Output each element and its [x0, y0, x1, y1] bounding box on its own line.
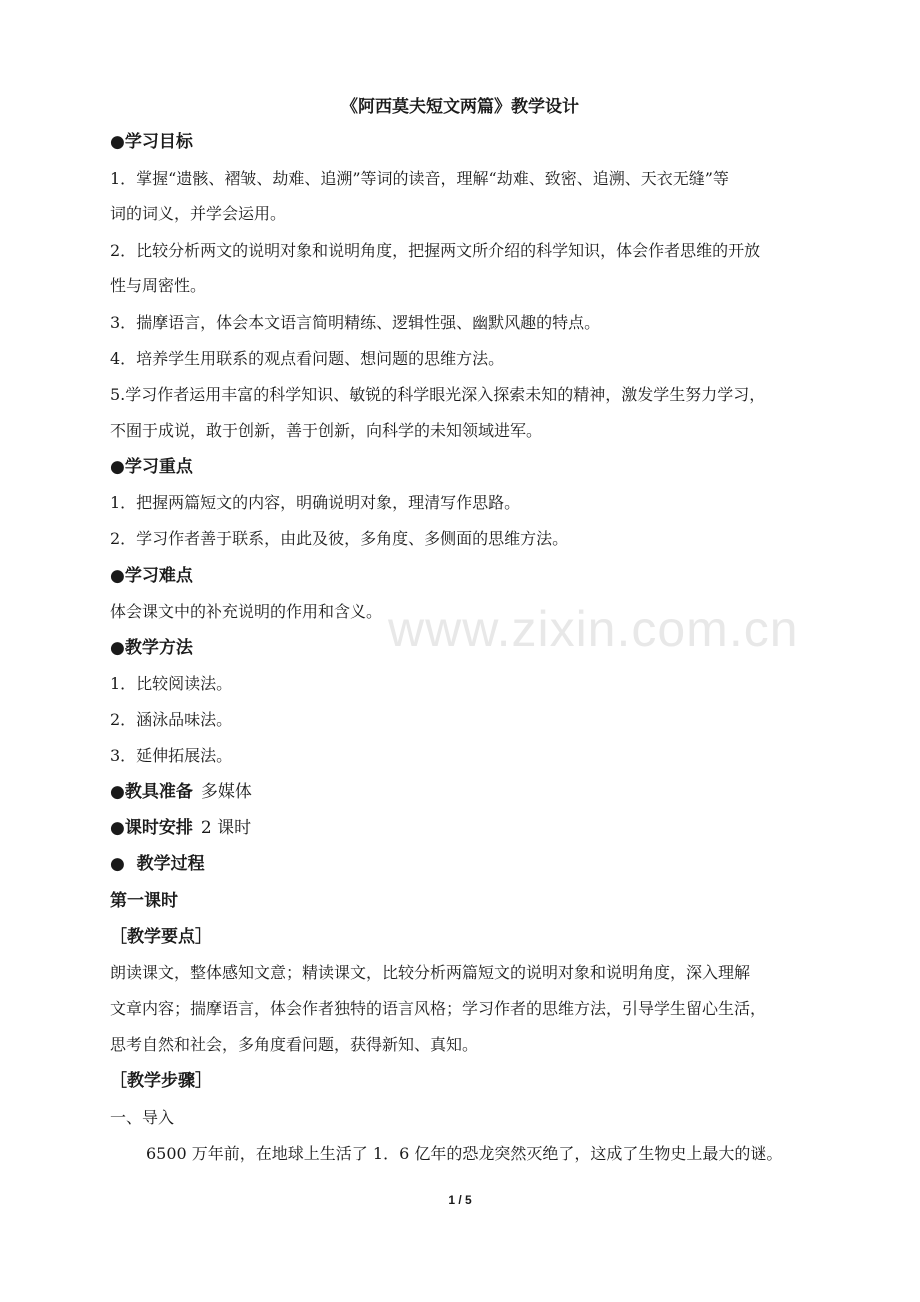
- teaching-points-line: 朗读课文，整体感知文意；精读课文，比较分析两篇短文的说明对象和说明角度，深入理解: [110, 963, 751, 982]
- page-number: 1 / 5: [448, 1193, 472, 1207]
- tools-value: 多媒体: [200, 782, 252, 802]
- objective-line: 词的词义，并学会运用。: [110, 204, 287, 223]
- section-heading-process: ● 教学过程: [110, 854, 205, 874]
- teaching-points-line: 思考自然和社会，多角度看问题，获得新知、真知。: [110, 1035, 479, 1054]
- schedule-value: 2 课时: [200, 818, 252, 838]
- intro-heading: 一、导入: [110, 1108, 175, 1127]
- intro-paragraph: 6500 万年前，在地球上生活了 1．6 亿年的恐龙突然灭绝了，这成了生物史上最大的谜。: [146, 1144, 783, 1163]
- keypoint-line: 1．把握两篇短文的内容，明确说明对象，理清写作思路。: [110, 493, 521, 512]
- teaching-steps-heading: ［教学步骤］: [110, 1071, 212, 1091]
- document-title: 《阿西莫夫短文两篇》教学设计: [341, 97, 579, 117]
- section-heading-difficulty: ●学习难点: [110, 566, 193, 586]
- objective-line: 1．掌握“遗骸、褶皱、劫难、追溯”等词的读音，理解“劫难、致密、追溯、天衣无缝”等: [110, 169, 729, 188]
- objective-line: 5.学习作者运用丰富的科学知识、敏锐的科学眼光深入探索未知的精神，激发学生努力学习，: [110, 385, 766, 404]
- objective-line: 性与周密性。: [110, 276, 207, 295]
- schedule-heading-label: ●课时安排: [110, 818, 193, 838]
- watermark: www.zixin.com.cn: [388, 601, 799, 657]
- keypoint-line: 2．学习作者善于联系，由此及彼，多角度、多侧面的思维方法。: [110, 529, 569, 548]
- method-line: 1．比较阅读法。: [110, 674, 233, 693]
- objective-line: 2．比较分析两文的说明对象和说明角度，把握两文所介绍的科学知识，体会作者思维的开放: [110, 241, 761, 260]
- section-heading-keypoints: ●学习重点: [110, 457, 193, 477]
- section-heading-methods: ●教学方法: [110, 638, 193, 658]
- method-line: 2．涵泳品味法。: [110, 710, 233, 729]
- teaching-points-heading: ［教学要点］: [110, 927, 212, 947]
- method-line: 3．延伸拓展法。: [110, 746, 233, 765]
- lesson-heading: 第一课时: [110, 891, 178, 911]
- teaching-points-line: 文章内容；揣摩语言，体会作者独特的语言风格；学习作者的思维方法，引导学生留心生活，: [110, 999, 767, 1018]
- section-heading-schedule: [110, 810, 860, 846]
- objective-line: 不囿于成说，敢于创新，善于创新，向科学的未知领域进军。: [110, 421, 543, 440]
- objective-line: 3．揣摩语言，体会本文语言简明精练、逻辑性强、幽默风趣的特点。: [110, 313, 601, 332]
- tools-heading-label: ●教具准备: [110, 782, 193, 802]
- section-heading-objectives: ●学习目标: [110, 132, 193, 152]
- difficulty-text: 体会课文中的补充说明的作用和含义。: [110, 602, 383, 621]
- section-heading-tools: [110, 774, 860, 810]
- objective-line: 4．培养学生用联系的观点看问题、想问题的思维方法。: [110, 349, 505, 368]
